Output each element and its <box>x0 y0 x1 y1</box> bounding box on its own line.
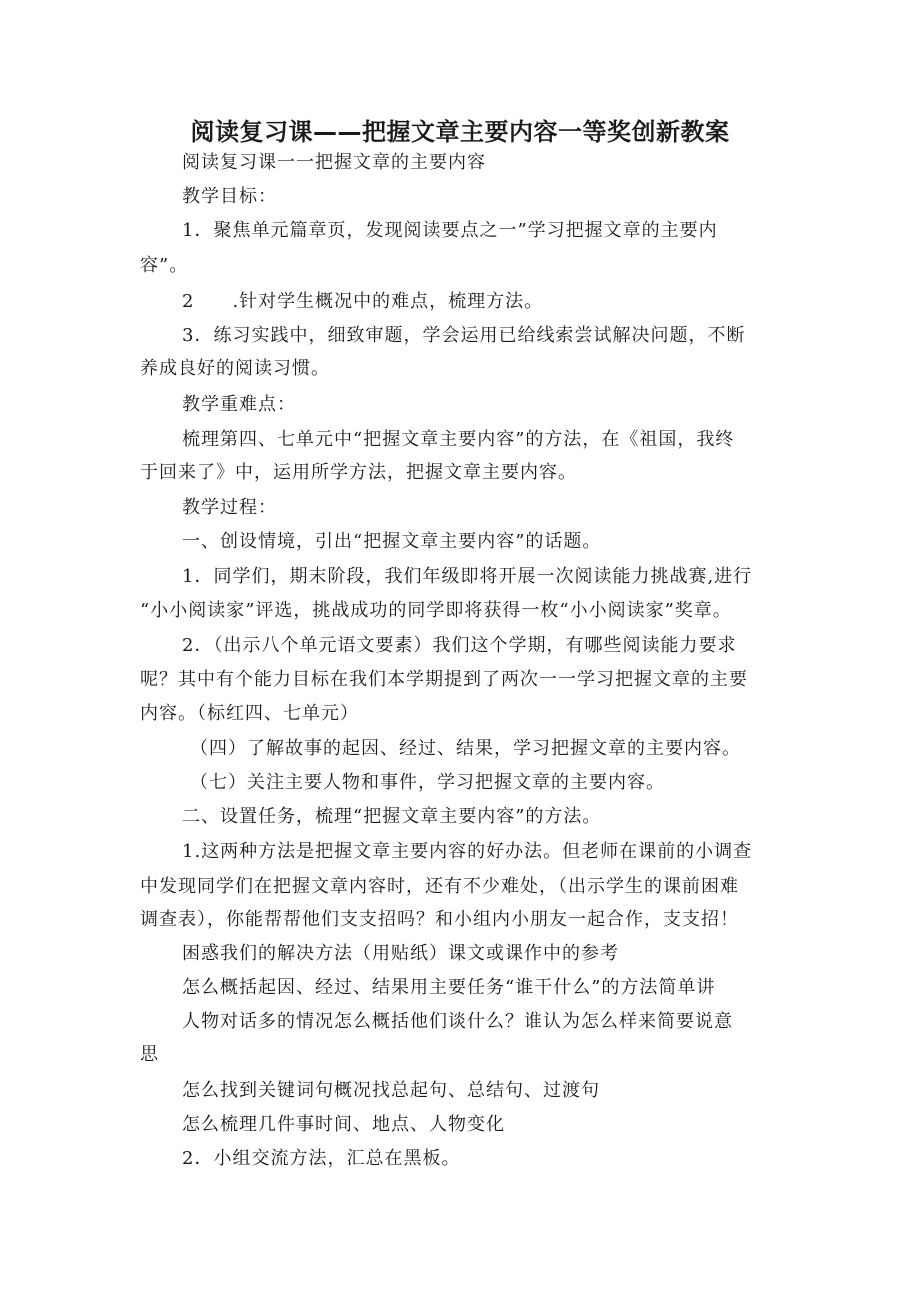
text-line: 怎么梳理几件事时间、地点、人物变化 <box>182 1114 505 1135</box>
document-title: 阅读复习课——把握文章主要内容一等奖创新教案 <box>190 118 730 146</box>
text-line: 内容。（标红四、七单元） <box>140 703 359 724</box>
text-line: “小小阅读家”评选，挑战成功的同学即将获得一枚“小小阅读家”奖章。 <box>140 600 732 621</box>
text-line: 1.这两种方法是把握文章主要内容的好办法。但老师在课前的小调查 <box>182 841 753 862</box>
text-line: 养成良好的阅读习惯。 <box>140 358 330 379</box>
text-line: 1．聚焦单元篇章页，发现阅读要点之一”学习把握文章的主要内 <box>182 220 718 241</box>
text-line: 3．练习实践中，细致审题，学会运用已给线索尝试解决问题，不断 <box>182 325 746 346</box>
text-line: 调查表），你能帮帮他们支支招吗？和小组内小朋友一起合作，支支招！ <box>140 909 739 930</box>
text-line: 中发现同学们在把握文章内容时，还有不少难处，（出示学生的课前困难 <box>140 876 739 897</box>
text-line: 一、创设情境，引出“把握文章主要内容”的话题。 <box>182 531 602 552</box>
text-line: 梳理第四、七单元中“把握文章主要内容”的方法，在《祖国，我终 <box>182 429 735 450</box>
text-line: 怎么找到关键词句概况找总起句、总结句、过渡句 <box>182 1080 600 1101</box>
text-line: 2 .针对学生概况中的难点，梳理方法。 <box>182 291 544 312</box>
text-line: （七）关注主要人物和事件，学习把握文章的主要内容。 <box>190 772 665 793</box>
text-line: 二、设置任务，梳理“把握文章主要内容”的方法。 <box>182 806 602 827</box>
text-line: 容”。 <box>140 255 189 276</box>
text-line: （四）了解故事的起因、经过、结果，学习把握文章的主要内容。 <box>190 738 741 759</box>
text-line: 教学过程： <box>182 497 277 518</box>
text-line: 于回来了》中，运用所学方法，把握文章主要内容。 <box>140 462 577 483</box>
text-line: 教学目标： <box>182 186 277 207</box>
text-line: 阅读复习课一一把握文章的主要内容 <box>182 152 486 173</box>
text-line: 怎么概括起因、经过、结果用主要任务“谁干什么”的方法简单讲 <box>182 977 716 998</box>
text-line: 1．同学们，期末阶段，我们年级即将开展一次阅读能力挑战赛,进行 <box>182 566 753 587</box>
text-line: 困惑我们的解决方法（用贴纸）课文或课作中的参考 <box>182 943 619 964</box>
text-line: 思 <box>140 1044 159 1065</box>
text-line: 2．小组交流方法，汇总在黑板。 <box>182 1148 461 1169</box>
text-line: 教学重难点： <box>182 394 296 415</box>
text-line: 呢？其中有个能力目标在我们本学期提到了两次一一学习把握文章的主要 <box>140 669 748 690</box>
text-line: 2．（出示八个单元语文要素）我们这个学期，有哪些阅读能力要求 <box>182 635 737 656</box>
text-line: 人物对话多的情况怎么概括他们谈什么？谁认为怎么样来简要说意 <box>182 1011 733 1032</box>
